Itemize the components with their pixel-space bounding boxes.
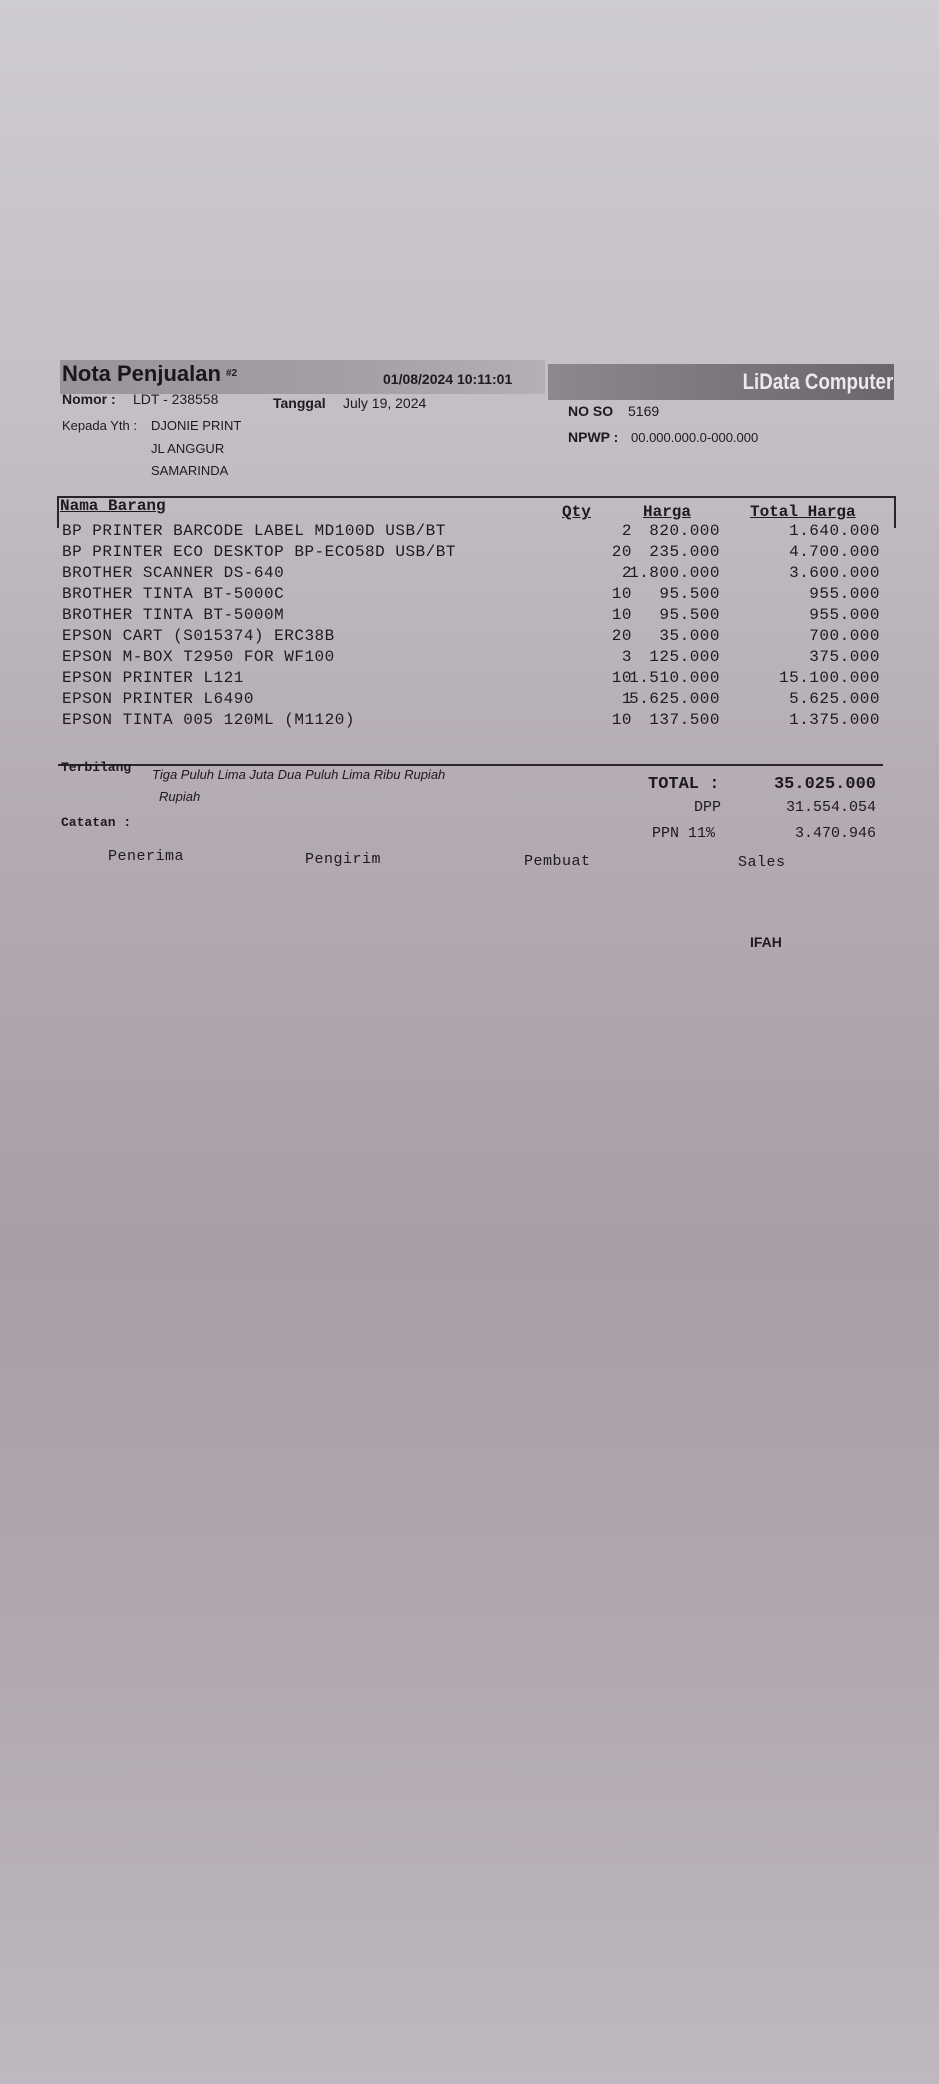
table-row: [60, 543, 892, 564]
item-name: BP PRINTER ECO DESKTOP BP-ECO58D USB/BT: [62, 543, 456, 561]
item-price: 35.000: [659, 627, 720, 645]
item-price: 125.000: [649, 648, 720, 666]
signature-pengirim: Pengirim: [305, 851, 382, 868]
item-name: BROTHER SCANNER DS-640: [62, 564, 285, 582]
header-total-harga: Total Harga: [750, 503, 856, 521]
item-qty: 2: [621, 522, 632, 540]
item-qty: 2: [621, 564, 632, 582]
item-price: 235.000: [649, 543, 720, 561]
item-price: 95.500: [659, 606, 720, 624]
dpp-value: 31.554.054: [785, 799, 876, 816]
npwp-label: NPWP :: [568, 429, 619, 445]
nomor-label: Nomor :: [62, 391, 116, 407]
item-total: 1.640.000: [789, 522, 880, 540]
table-row: [60, 711, 892, 732]
item-price: 1.800.000: [629, 564, 720, 582]
item-qty: 1: [621, 690, 632, 708]
dpp-label: DPP: [694, 799, 722, 816]
item-price: 1.510.000: [629, 669, 720, 687]
signature-sales: Sales: [738, 854, 786, 871]
kepada-label: Kepada Yth :: [62, 418, 137, 433]
table-row: [60, 585, 892, 606]
signature-penerima: Penerima: [108, 848, 185, 865]
item-total: 4.700.000: [789, 543, 880, 561]
terbilang-continuation: Rupiah: [159, 789, 201, 804]
summary-divider: [58, 764, 883, 766]
table-row: [60, 669, 892, 690]
npwp-value: 00.000.000.0-000.000: [631, 430, 759, 445]
print-datetime: 01/08/2024 10:11:01: [383, 371, 513, 387]
header-qty: Qty: [562, 503, 591, 521]
item-qty: 10: [611, 606, 632, 624]
total-value: 35.025.000: [773, 775, 876, 794]
item-total: 3.600.000: [789, 564, 880, 582]
company-logo: LiData Computer: [742, 369, 893, 394]
catatan-label: Catatan :: [61, 815, 132, 830]
item-total: 700.000: [809, 627, 880, 645]
item-total: 1.375.000: [789, 711, 880, 729]
terbilang-label: Terbilang: [61, 760, 132, 775]
item-name: BROTHER TINTA BT-5000M: [62, 606, 285, 624]
item-total: 955.000: [809, 585, 880, 603]
item-qty: 20: [611, 627, 632, 645]
noso-value: 5169: [628, 403, 660, 419]
item-total: 955.000: [809, 606, 880, 624]
table-row: [60, 564, 892, 585]
table-row: [60, 690, 892, 711]
table-row: [60, 627, 892, 648]
item-total: 5.625.000: [789, 690, 880, 708]
total-label: TOTAL :: [648, 775, 720, 794]
table-row: [60, 522, 892, 543]
item-name: EPSON PRINTER L121: [62, 669, 244, 687]
header-harga: Harga: [643, 503, 692, 521]
title-superscript: #2: [226, 368, 238, 379]
table-row: [60, 648, 892, 669]
signature-pembuat: Pembuat: [524, 853, 591, 870]
item-price: 95.500: [659, 585, 720, 603]
item-qty: 20: [611, 543, 632, 561]
item-name: EPSON CART (S015374) ERC38B: [62, 627, 335, 645]
item-name: EPSON TINTA 005 120ML (M1120): [62, 711, 355, 729]
document-title: Nota Penjualan: [62, 361, 221, 386]
header-nama-barang: Nama Barang: [60, 497, 166, 515]
ppn-label: PPN 11%: [652, 825, 716, 842]
ppn-value: 3.470.946: [794, 825, 876, 842]
customer-name: DJONIE PRINT: [151, 418, 242, 433]
customer-city: SAMARINDA: [151, 463, 229, 478]
item-name: BP PRINTER BARCODE LABEL MD100D USB/BT: [62, 522, 446, 540]
item-name: EPSON M-BOX T2950 FOR WF100: [62, 648, 335, 666]
item-price: 137.500: [649, 711, 720, 729]
item-qty: 3: [621, 648, 632, 666]
item-qty: 10: [611, 711, 632, 729]
table-row: [60, 606, 892, 627]
noso-label: NO SO: [568, 403, 614, 419]
item-price: 5.625.000: [629, 690, 720, 708]
nomor-value: LDT - 238558: [133, 391, 219, 407]
tanggal-label: Tanggal: [273, 395, 326, 411]
item-total: 375.000: [809, 648, 880, 666]
item-price: 820.000: [649, 522, 720, 540]
terbilang-text: Tiga Puluh Lima Juta Dua Puluh Lima Ribu Rupiah: [152, 767, 446, 782]
item-total: 15.100.000: [778, 669, 880, 687]
customer-address: JL ANGGUR: [151, 441, 225, 456]
tanggal-value: July 19, 2024: [343, 395, 427, 411]
item-qty: 10: [611, 669, 632, 687]
sales-name: IFAH: [750, 934, 782, 950]
item-name: BROTHER TINTA BT-5000C: [62, 585, 285, 603]
item-name: EPSON PRINTER L6490: [62, 690, 254, 708]
item-qty: 10: [611, 585, 632, 603]
